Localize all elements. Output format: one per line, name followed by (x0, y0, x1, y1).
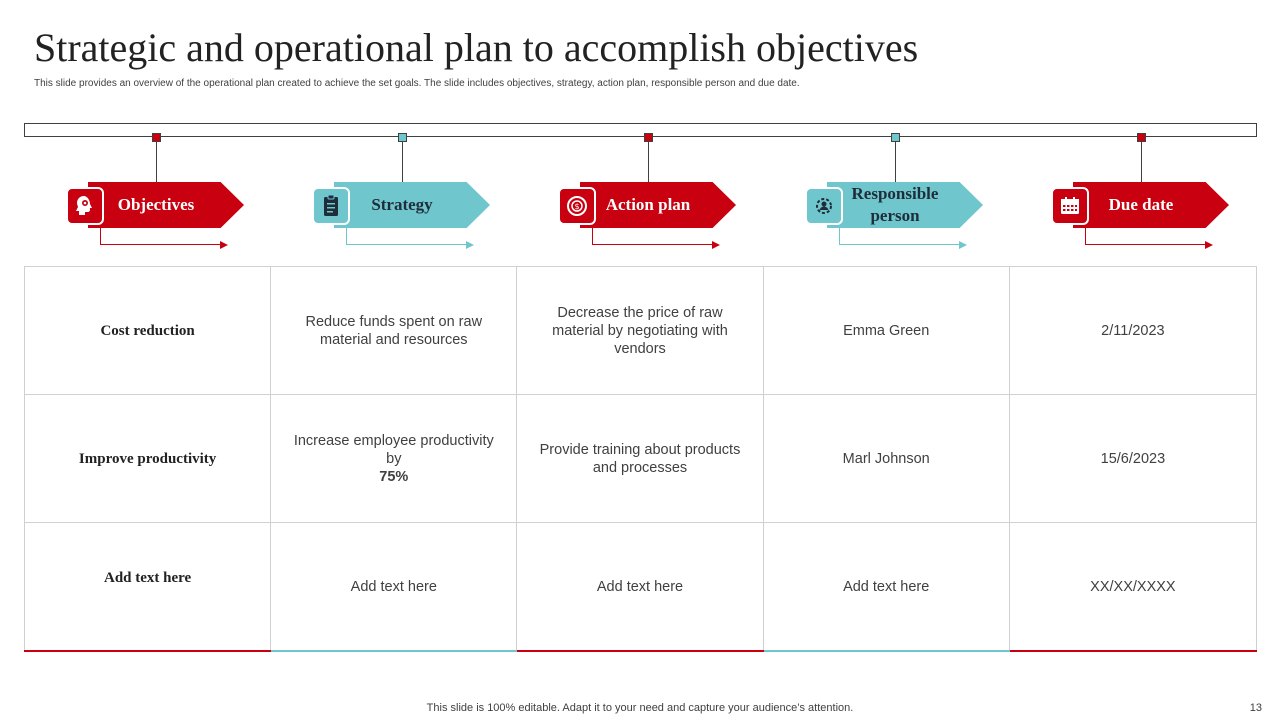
header-strategy (312, 132, 492, 252)
table-cell-action: Add text here (517, 523, 763, 651)
header-action-plan (558, 132, 738, 252)
arrow-head (1205, 241, 1213, 249)
timeline-marker (152, 133, 161, 142)
slide-footer: This slide is 100% editable. Adapt it to your need and capture your audience’s attention. (426, 702, 854, 714)
strategy-value: 75% (379, 468, 409, 485)
underline-connector (592, 228, 593, 245)
table-cell-person: Emma Green (764, 267, 1010, 395)
header-label: Strategy (371, 195, 433, 214)
header-due-date (1051, 132, 1231, 252)
table-cell-strategy: Reduce funds spent on raw material and resources (271, 267, 517, 395)
table-cell-person: Add text here (764, 523, 1010, 651)
table-cell-strategy: Add text here (271, 523, 517, 651)
table-cell-person: Marl Johnson (764, 395, 1010, 523)
timeline-connector (1141, 142, 1142, 182)
table-cell-strategy (271, 395, 517, 523)
underline-connector (100, 228, 101, 245)
timeline-connector (156, 142, 157, 182)
strategy-text: Increase employee productivity by (293, 432, 494, 467)
table-bottom-accent (24, 650, 1257, 652)
timeline-marker (891, 133, 900, 142)
underline-arrow (346, 244, 472, 245)
timeline-marker (1137, 133, 1146, 142)
accent-segment (24, 650, 271, 652)
slide-subtitle: This slide provides an overview of the operational plan created to achieve the set goals. The slide includes objectives, strategy, action plan, responsible person and due date. (34, 78, 800, 89)
plan-table (24, 266, 1257, 652)
page-number: 13 (1249, 702, 1262, 714)
table-cell-objective: Improve productivity (25, 395, 271, 523)
timeline-marker (644, 133, 653, 142)
timeline-connector (402, 142, 403, 182)
accent-segment (1010, 650, 1257, 652)
header-objectives (66, 132, 246, 252)
arrow-head (466, 241, 474, 249)
timeline-marker (398, 133, 407, 142)
table-cell-date: 2/11/2023 (1010, 267, 1256, 395)
underline-arrow (839, 244, 965, 245)
arrow-head (712, 241, 720, 249)
table-cell-date: XX/XX/XXXX (1090, 579, 1176, 595)
accent-segment (517, 650, 764, 652)
table-cell-date: 15/6/2023 (1010, 395, 1256, 523)
table-cell-action: Decrease the price of raw material by negotiating with vendors (517, 267, 763, 395)
underline-arrow (592, 244, 718, 245)
header-label: Due date (1108, 195, 1174, 214)
underline-connector (839, 228, 840, 245)
arrow-head (959, 241, 967, 249)
underline-connector (346, 228, 347, 245)
header-responsible-person (805, 132, 985, 252)
accent-segment (764, 650, 1011, 652)
table-cell-objective: Cost reduction (25, 267, 271, 395)
table-cell-objective: Add text here (25, 523, 271, 651)
svg-text:$: $ (574, 202, 580, 211)
timeline-connector (895, 142, 896, 182)
header-label: Objectives (117, 195, 195, 214)
timeline-connector (648, 142, 649, 182)
arrow-head (220, 241, 228, 249)
header-label: Responsible person (851, 184, 939, 225)
slide-title: Strategic and operational plan to accomplish objectives (34, 25, 919, 70)
table-cell-action: Provide training about products and processes (517, 395, 763, 523)
underline-arrow (100, 244, 226, 245)
underline-connector (1085, 228, 1086, 245)
accent-segment (271, 650, 518, 652)
header-label: Action plan (605, 195, 691, 214)
underline-arrow (1085, 244, 1211, 245)
